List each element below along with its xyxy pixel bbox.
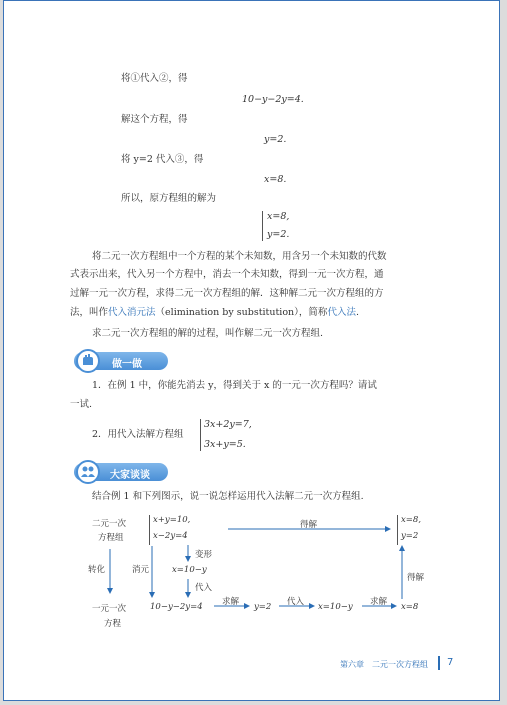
label-direct-solve: 得解 [300, 520, 318, 530]
question-2-eq-2: 3x+y=5. [204, 439, 246, 450]
derivation-line-3: 将 y=2 代入③，得 [121, 154, 204, 165]
result-brace [397, 515, 398, 545]
system-eq-2: x−2y=4 [153, 531, 188, 541]
solution-x: x=8, [267, 211, 290, 222]
y-value: y=2 [254, 602, 272, 612]
derivation-eq-2: y=2. [264, 134, 287, 145]
label-eliminate: 消元 [132, 565, 150, 575]
term-substitution-elimination: 代入消元法 [108, 307, 156, 318]
label-obtain: 得解 [407, 573, 425, 583]
term-substitution-method: 代入法 [327, 307, 356, 318]
label-system-2: 方程组 [98, 533, 124, 543]
derivation-eq-1: 10−y−2y=4. [242, 94, 304, 105]
label-system-1: 二元一次 [92, 519, 127, 529]
discuss-text: 结合例 1 和下列图示，说一说怎样运用代入法解二元一次方程组. [92, 491, 364, 502]
paragraph-line-1: 将二元一次方程组中一个方程的某个未知数，用含另一个未知数的代数 [92, 251, 387, 262]
textbook-page [3, 0, 500, 701]
label-solve-2: 求解 [370, 597, 388, 607]
x-expr: x=10−y [318, 602, 353, 612]
derivation-line-2: 解这个方程，得 [121, 114, 188, 125]
paragraph-line-3: 过解一元一次方程，求得二元一次方程组的解．这种解二元一次方程组的方 [70, 288, 384, 299]
question-1-line-2: 一试. [70, 399, 93, 410]
label-linear-2: 方程 [104, 619, 122, 629]
derivation-line-1: 将①代入②，得 [121, 73, 188, 84]
label-linear-1: 一元一次 [92, 604, 127, 614]
paragraph-line-2: 式表示出来，代入另一个方程中，消去一个未知数，得到一元一次方程，通 [70, 269, 384, 280]
derivation-eq-3: x=8. [264, 174, 287, 185]
x-value: x=8 [401, 602, 419, 612]
question-2-eq-1: 3x+2y=7, [204, 419, 252, 430]
paragraph-line-5: 求二元一次方程组的解的过程，叫作解二元一次方程组. [92, 328, 324, 339]
system-brace [149, 515, 150, 545]
result-eq-2: y=2 [401, 531, 419, 541]
result-eq-1: x=8, [401, 515, 422, 525]
question-1-line-1: 1．在例 1 中，你能先消去 y，得到关于 x 的一元一次方程吗？请试 [92, 380, 377, 391]
section-title-discuss: 大家谈谈 [110, 470, 150, 481]
page-number: 7 [447, 657, 454, 668]
derivation-line-4: 所以，原方程组的解为 [121, 193, 217, 204]
footer-divider [438, 656, 440, 670]
diagram-arrows [4, 1, 501, 702]
label-substitute: 代入 [195, 583, 213, 593]
label-convert: 转化 [88, 565, 106, 575]
label-solve-1: 求解 [222, 597, 240, 607]
solution-y: y=2. [267, 229, 290, 240]
paragraph-line-4-b: （elimination by substitution），简称 [155, 307, 328, 318]
question-2: 2．用代入法解方程组 [92, 429, 184, 440]
section-title-try: 做一做 [112, 359, 142, 370]
system-eq-1: x+y=10, [153, 515, 191, 525]
bottom-eq: 10−y−2y=4 [150, 602, 203, 612]
expr-x: x=10−y [172, 565, 207, 575]
label-transform: 变形 [195, 550, 213, 560]
footer-chapter: 第六章 二元一次方程组 [340, 660, 428, 669]
paragraph-line-4-a: 法，叫作 [70, 307, 109, 318]
paragraph-line-4-c: . [355, 307, 359, 318]
label-substitute-2: 代入 [287, 597, 305, 607]
